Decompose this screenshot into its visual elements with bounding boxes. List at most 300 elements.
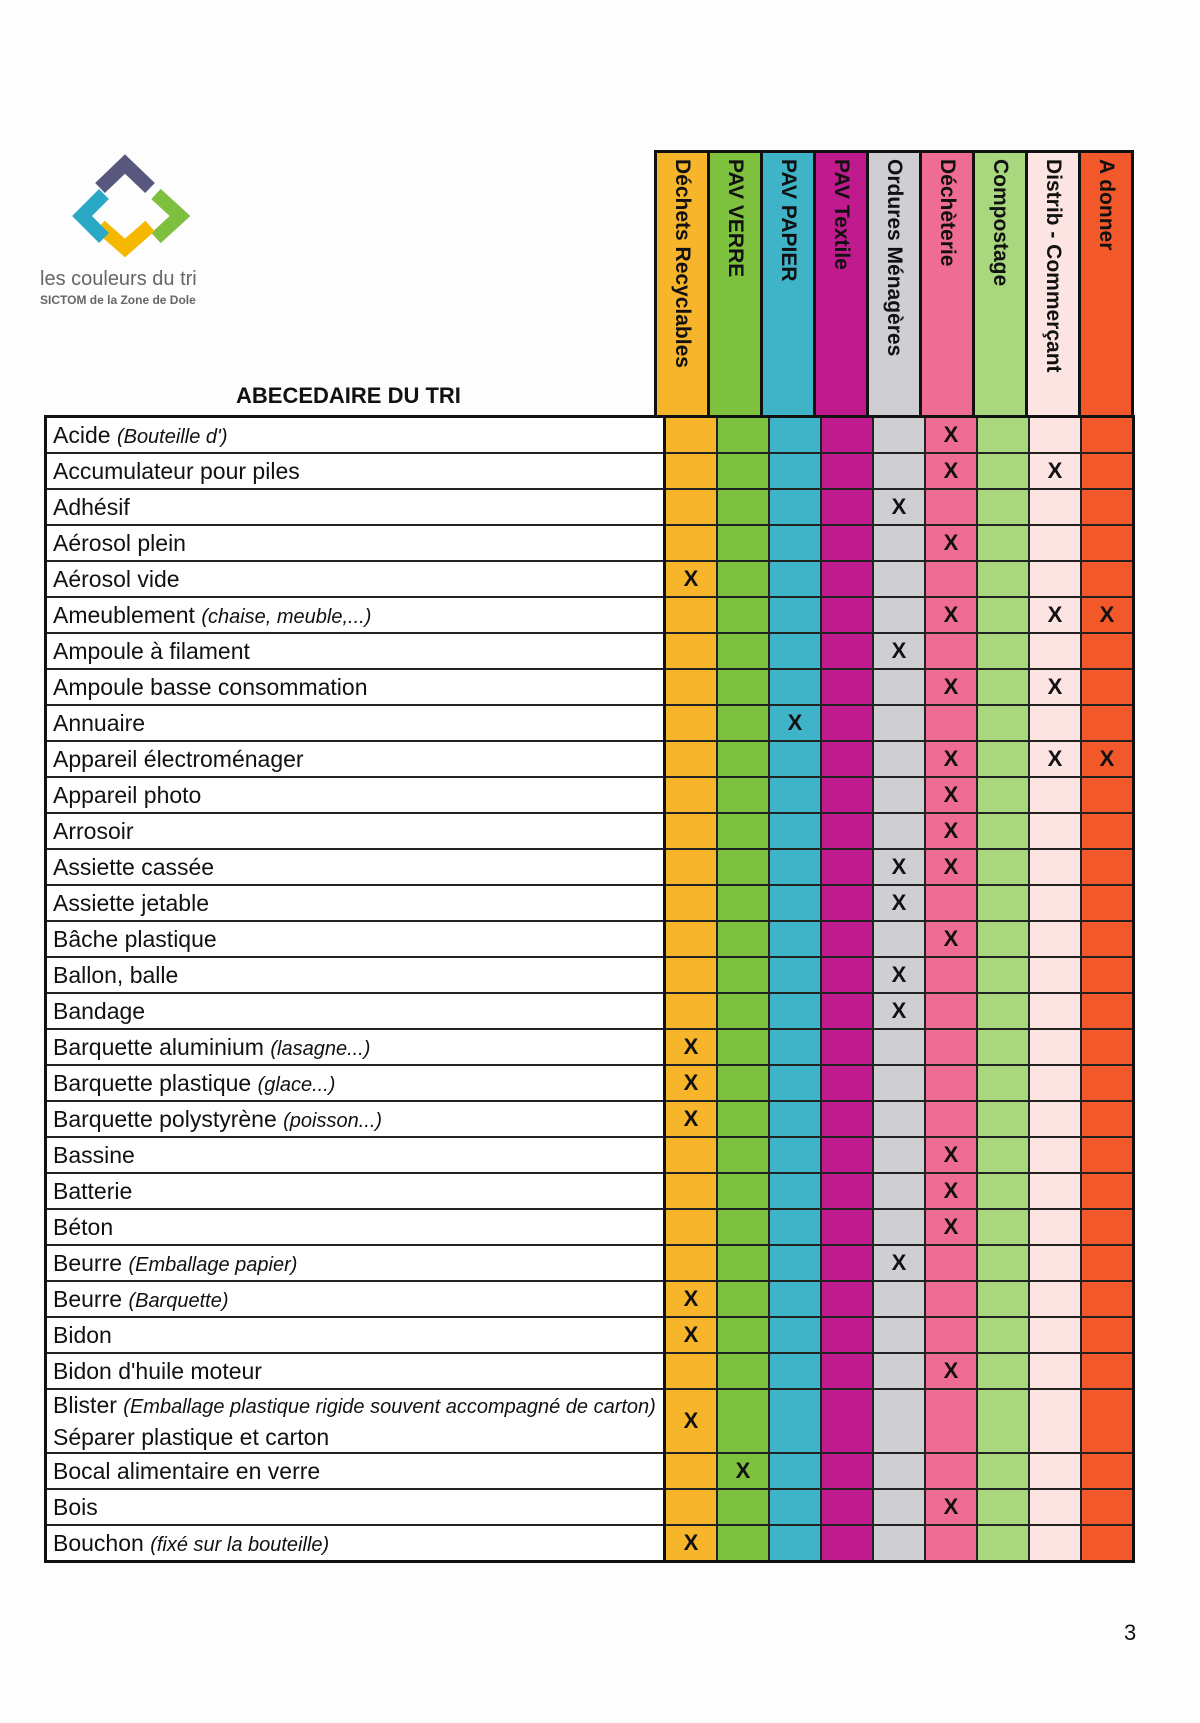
x-mark: X bbox=[1047, 458, 1063, 483]
mark-cell bbox=[769, 417, 821, 454]
mark-cell bbox=[665, 705, 718, 741]
x-mark: X bbox=[943, 1178, 959, 1203]
item-name-cell bbox=[46, 1317, 665, 1353]
x-mark: X bbox=[943, 1142, 959, 1167]
mark-cell bbox=[977, 1489, 1029, 1525]
mark-cell bbox=[717, 597, 769, 633]
mark-cell bbox=[665, 993, 718, 1029]
mark-cell bbox=[925, 885, 977, 921]
mark-cell bbox=[1029, 633, 1081, 669]
table-row bbox=[46, 849, 1134, 885]
mark-cell bbox=[665, 1173, 718, 1209]
mark-cell bbox=[977, 1317, 1029, 1353]
mark-cell bbox=[925, 957, 977, 993]
x-mark: X bbox=[1099, 746, 1115, 771]
table-row bbox=[46, 669, 1134, 705]
mark-cell bbox=[665, 849, 718, 885]
item-note: (fixé sur la bouteille) bbox=[150, 1533, 330, 1556]
mark-cell bbox=[717, 741, 769, 777]
mark-cell bbox=[769, 1065, 821, 1101]
table-row bbox=[46, 993, 1134, 1029]
mark-cell bbox=[769, 1389, 821, 1453]
table-row bbox=[46, 1209, 1134, 1245]
table-row bbox=[46, 1101, 1134, 1137]
mark-cell bbox=[925, 489, 977, 525]
item-name: Bidon bbox=[53, 1321, 112, 1348]
x-mark: X bbox=[891, 1250, 907, 1275]
item-name-cell bbox=[46, 1029, 665, 1065]
mark-cell bbox=[821, 705, 873, 741]
x-mark: X bbox=[683, 1530, 699, 1555]
mark-cell bbox=[873, 1317, 925, 1353]
mark-cell bbox=[769, 669, 821, 705]
item-name: Annuaire bbox=[53, 709, 146, 736]
item-name-cell bbox=[46, 1137, 665, 1173]
item-name: Blister bbox=[53, 1392, 117, 1418]
mark-cell bbox=[977, 453, 1029, 489]
mark-cell bbox=[717, 1489, 769, 1525]
mark-cell bbox=[977, 1065, 1029, 1101]
mark-cell bbox=[925, 1101, 977, 1137]
x-mark: X bbox=[943, 602, 959, 627]
mark-cell bbox=[821, 1101, 873, 1137]
x-mark: X bbox=[891, 890, 907, 915]
mark-cell bbox=[665, 885, 718, 921]
table-row bbox=[46, 525, 1134, 561]
mark-cell bbox=[1081, 777, 1134, 813]
mark-cell bbox=[977, 813, 1029, 849]
x-mark: X bbox=[943, 1494, 959, 1519]
mark-cell bbox=[769, 561, 821, 597]
mark-cell bbox=[977, 705, 1029, 741]
item-name-cell bbox=[46, 813, 665, 849]
mark-cell bbox=[1029, 489, 1081, 525]
mark-cell bbox=[665, 525, 718, 561]
item-name-cell bbox=[46, 849, 665, 885]
table-row bbox=[46, 597, 1134, 633]
mark-cell bbox=[873, 489, 925, 525]
mark-cell bbox=[717, 993, 769, 1029]
mark-cell bbox=[821, 1281, 873, 1317]
mark-cell bbox=[717, 633, 769, 669]
mark-cell bbox=[1081, 561, 1134, 597]
mark-cell bbox=[769, 921, 821, 957]
item-name: Accumulateur pour piles bbox=[53, 457, 300, 484]
mark-cell bbox=[769, 705, 821, 741]
mark-cell bbox=[873, 1137, 925, 1173]
mark-cell bbox=[1029, 885, 1081, 921]
mark-cell bbox=[769, 813, 821, 849]
mark-cell bbox=[769, 597, 821, 633]
mark-cell bbox=[1081, 1317, 1134, 1353]
mark-cell bbox=[925, 1317, 977, 1353]
mark-cell bbox=[821, 1065, 873, 1101]
mark-cell bbox=[977, 741, 1029, 777]
table-row bbox=[46, 1245, 1134, 1281]
mark-cell bbox=[1029, 705, 1081, 741]
mark-cell bbox=[665, 1453, 718, 1489]
table-row bbox=[46, 1029, 1134, 1065]
mark-cell bbox=[665, 1101, 718, 1137]
item-name-cell bbox=[46, 741, 665, 777]
mark-cell bbox=[821, 1209, 873, 1245]
table-row bbox=[46, 813, 1134, 849]
mark-cell bbox=[977, 525, 1029, 561]
mark-cell bbox=[769, 1317, 821, 1353]
item-name-cell bbox=[46, 1389, 665, 1453]
table-row bbox=[46, 1281, 1134, 1317]
table-row bbox=[46, 705, 1134, 741]
mark-cell bbox=[873, 993, 925, 1029]
item-name: Aérosol plein bbox=[53, 529, 186, 556]
mark-cell bbox=[873, 633, 925, 669]
mark-cell bbox=[1029, 1525, 1081, 1562]
mark-cell bbox=[1029, 597, 1081, 633]
mark-cell bbox=[1029, 921, 1081, 957]
item-name: Bâche plastique bbox=[53, 925, 217, 952]
x-mark: X bbox=[943, 422, 959, 447]
table-row bbox=[46, 489, 1134, 525]
mark-cell bbox=[873, 777, 925, 813]
mark-cell bbox=[821, 1245, 873, 1281]
mark-cell bbox=[925, 1173, 977, 1209]
mark-cell bbox=[873, 597, 925, 633]
x-mark: X bbox=[943, 530, 959, 555]
mark-cell bbox=[821, 417, 873, 454]
mark-cell bbox=[1029, 993, 1081, 1029]
mark-cell bbox=[925, 525, 977, 561]
mark-cell bbox=[1081, 1489, 1134, 1525]
item-name-cell bbox=[46, 489, 665, 525]
mark-cell bbox=[977, 1029, 1029, 1065]
table-row bbox=[46, 1065, 1134, 1101]
item-name: Acide bbox=[53, 421, 111, 448]
table-row bbox=[46, 885, 1134, 921]
column-header bbox=[972, 153, 1025, 418]
mark-cell bbox=[1081, 1453, 1134, 1489]
table-row bbox=[46, 1137, 1134, 1173]
mark-cell bbox=[821, 453, 873, 489]
mark-cell bbox=[925, 453, 977, 489]
mark-cell bbox=[821, 669, 873, 705]
mark-cell bbox=[665, 1245, 718, 1281]
mark-cell bbox=[769, 1029, 821, 1065]
mark-cell bbox=[1029, 417, 1081, 454]
brand-name: les couleurs du tri bbox=[40, 268, 197, 290]
mark-cell bbox=[925, 1353, 977, 1389]
item-note: (Bouteille d') bbox=[116, 425, 228, 448]
column-header-label: PAV VERRE bbox=[724, 159, 747, 278]
mark-cell bbox=[977, 1389, 1029, 1453]
mark-cell bbox=[925, 561, 977, 597]
item-name-cell bbox=[46, 561, 665, 597]
mark-cell bbox=[1081, 849, 1134, 885]
x-mark: X bbox=[943, 782, 959, 807]
mark-cell bbox=[821, 921, 873, 957]
mark-cell bbox=[717, 561, 769, 597]
x-mark: X bbox=[735, 1458, 751, 1483]
mark-cell bbox=[925, 669, 977, 705]
mark-cell bbox=[769, 1453, 821, 1489]
x-mark: X bbox=[1047, 602, 1063, 627]
mark-cell bbox=[717, 813, 769, 849]
mark-cell bbox=[925, 993, 977, 1029]
item-name-cell bbox=[46, 1245, 665, 1281]
item-name: Ameublement bbox=[53, 601, 195, 628]
mark-cell bbox=[717, 1245, 769, 1281]
mark-cell bbox=[769, 1209, 821, 1245]
item-name-cell bbox=[46, 1453, 665, 1489]
mark-cell bbox=[1029, 1317, 1081, 1353]
mark-cell bbox=[873, 1209, 925, 1245]
mark-cell bbox=[1081, 1209, 1134, 1245]
mark-cell bbox=[873, 957, 925, 993]
column-header bbox=[813, 153, 866, 418]
column-header bbox=[919, 153, 972, 418]
mark-cell bbox=[769, 849, 821, 885]
mark-cell bbox=[821, 957, 873, 993]
column-header-label: Ordures Ménagères bbox=[883, 159, 906, 357]
mark-cell bbox=[977, 849, 1029, 885]
x-mark: X bbox=[1047, 746, 1063, 771]
mark-cell bbox=[873, 1065, 925, 1101]
item-name-cell bbox=[46, 669, 665, 705]
mark-cell bbox=[1081, 813, 1134, 849]
item-name-cell bbox=[46, 633, 665, 669]
page-title: ABECEDAIRE DU TRI bbox=[236, 383, 461, 408]
mark-cell bbox=[977, 921, 1029, 957]
item-note: (lasagne...) bbox=[270, 1037, 371, 1060]
mark-cell bbox=[717, 921, 769, 957]
mark-cell bbox=[1081, 1281, 1134, 1317]
mark-cell bbox=[769, 1173, 821, 1209]
mark-cell bbox=[821, 561, 873, 597]
mark-cell bbox=[717, 489, 769, 525]
mark-cell bbox=[665, 1137, 718, 1173]
mark-cell bbox=[925, 1209, 977, 1245]
mark-cell bbox=[717, 1353, 769, 1389]
x-mark: X bbox=[891, 854, 907, 879]
column-headers bbox=[654, 150, 1134, 418]
mark-cell bbox=[925, 1281, 977, 1317]
mark-cell bbox=[717, 885, 769, 921]
mark-cell bbox=[821, 741, 873, 777]
mark-cell bbox=[977, 1525, 1029, 1562]
item-name-cell bbox=[46, 705, 665, 741]
x-mark: X bbox=[683, 1106, 699, 1131]
mark-cell bbox=[1029, 1453, 1081, 1489]
mark-cell bbox=[1081, 1525, 1134, 1562]
mark-cell bbox=[873, 885, 925, 921]
item-name-cell bbox=[46, 921, 665, 957]
mark-cell bbox=[821, 1029, 873, 1065]
item-name: Aérosol vide bbox=[53, 565, 180, 592]
mark-cell bbox=[821, 1389, 873, 1453]
mark-cell bbox=[1081, 417, 1134, 454]
mark-cell bbox=[769, 1101, 821, 1137]
mark-cell bbox=[873, 813, 925, 849]
item-name-cell bbox=[46, 957, 665, 993]
mark-cell bbox=[821, 993, 873, 1029]
mark-cell bbox=[769, 957, 821, 993]
table-row bbox=[46, 1173, 1134, 1209]
item-name: Assiette cassée bbox=[53, 853, 215, 880]
mark-cell bbox=[977, 957, 1029, 993]
item-name: Ampoule basse consommation bbox=[53, 673, 368, 700]
mark-cell bbox=[977, 633, 1029, 669]
x-mark: X bbox=[943, 458, 959, 483]
mark-cell bbox=[821, 489, 873, 525]
mark-cell bbox=[821, 1353, 873, 1389]
mark-cell bbox=[665, 957, 718, 993]
table-row bbox=[46, 1489, 1134, 1525]
item-name: Barquette polystyrène bbox=[53, 1105, 277, 1132]
mark-cell bbox=[821, 1453, 873, 1489]
x-mark: X bbox=[943, 854, 959, 879]
mark-cell bbox=[977, 1453, 1029, 1489]
mark-cell bbox=[925, 1525, 977, 1562]
mark-cell bbox=[1029, 741, 1081, 777]
column-header bbox=[1078, 153, 1131, 418]
x-mark: X bbox=[683, 1070, 699, 1095]
x-mark: X bbox=[1099, 602, 1115, 627]
mark-cell bbox=[717, 1029, 769, 1065]
mark-cell bbox=[821, 1317, 873, 1353]
mark-cell bbox=[717, 1281, 769, 1317]
mark-cell bbox=[977, 993, 1029, 1029]
x-mark: X bbox=[943, 1358, 959, 1383]
mark-cell bbox=[873, 1281, 925, 1317]
mark-cell bbox=[665, 1281, 718, 1317]
mark-cell bbox=[717, 705, 769, 741]
mark-cell bbox=[925, 633, 977, 669]
item-name-cell bbox=[46, 597, 665, 633]
mark-cell bbox=[1081, 669, 1134, 705]
mark-cell bbox=[821, 1489, 873, 1525]
item-name-cell bbox=[46, 1173, 665, 1209]
mark-cell bbox=[873, 1173, 925, 1209]
mark-cell bbox=[925, 741, 977, 777]
mark-cell bbox=[925, 921, 977, 957]
mark-cell bbox=[1081, 489, 1134, 525]
mark-cell bbox=[665, 1353, 718, 1389]
x-mark: X bbox=[891, 638, 907, 663]
mark-cell bbox=[873, 921, 925, 957]
mark-cell bbox=[717, 1209, 769, 1245]
item-name: Adhésif bbox=[53, 493, 130, 520]
item-name-cell bbox=[46, 1489, 665, 1525]
table-row bbox=[46, 1525, 1134, 1562]
x-mark: X bbox=[683, 1034, 699, 1059]
mark-cell bbox=[925, 777, 977, 813]
mark-cell bbox=[665, 1029, 718, 1065]
item-note: (Emballage papier) bbox=[128, 1253, 298, 1276]
item-name: Appareil photo bbox=[53, 781, 202, 808]
mark-cell bbox=[717, 1525, 769, 1562]
mark-cell bbox=[1081, 957, 1134, 993]
mark-cell bbox=[1029, 525, 1081, 561]
x-mark: X bbox=[1047, 674, 1063, 699]
mark-cell bbox=[925, 849, 977, 885]
mark-cell bbox=[821, 525, 873, 561]
mark-cell bbox=[717, 849, 769, 885]
mark-cell bbox=[665, 597, 718, 633]
mark-cell bbox=[1029, 1173, 1081, 1209]
mark-cell bbox=[873, 1029, 925, 1065]
mark-cell bbox=[1081, 633, 1134, 669]
item-name: Béton bbox=[53, 1213, 114, 1240]
mark-cell bbox=[925, 813, 977, 849]
item-name: Batterie bbox=[53, 1177, 133, 1204]
mark-cell bbox=[821, 813, 873, 849]
mark-cell bbox=[1029, 1353, 1081, 1389]
mark-cell bbox=[925, 417, 977, 454]
table-row bbox=[46, 1389, 1134, 1453]
mark-cell bbox=[665, 741, 718, 777]
mark-cell bbox=[873, 1353, 925, 1389]
mark-cell bbox=[821, 1137, 873, 1173]
mark-cell bbox=[977, 561, 1029, 597]
item-extra: Séparer plastique et carton bbox=[53, 1424, 330, 1450]
mark-cell bbox=[1081, 1101, 1134, 1137]
table-row bbox=[46, 561, 1134, 597]
x-mark: X bbox=[683, 1286, 699, 1311]
mark-cell bbox=[873, 705, 925, 741]
x-mark: X bbox=[891, 998, 907, 1023]
mark-cell bbox=[925, 1137, 977, 1173]
mark-cell bbox=[1029, 453, 1081, 489]
mark-cell bbox=[769, 1353, 821, 1389]
column-header bbox=[866, 153, 919, 418]
mark-cell bbox=[1029, 849, 1081, 885]
mark-cell bbox=[873, 561, 925, 597]
mark-cell bbox=[1081, 1029, 1134, 1065]
item-name: Arrosoir bbox=[53, 817, 134, 844]
mark-cell bbox=[821, 885, 873, 921]
mark-cell bbox=[769, 1137, 821, 1173]
mark-cell bbox=[1081, 993, 1134, 1029]
item-name: Bois bbox=[53, 1493, 98, 1520]
mark-cell bbox=[873, 417, 925, 454]
column-header-label: Déchets Recyclables bbox=[671, 159, 694, 368]
mark-cell bbox=[1029, 1029, 1081, 1065]
mark-cell bbox=[665, 489, 718, 525]
mark-cell bbox=[769, 453, 821, 489]
table-row bbox=[46, 777, 1134, 813]
mark-cell bbox=[821, 1525, 873, 1562]
mark-cell bbox=[873, 1525, 925, 1562]
x-mark: X bbox=[943, 1214, 959, 1239]
mark-cell bbox=[873, 453, 925, 489]
item-note: (poisson...) bbox=[283, 1109, 383, 1132]
mark-cell bbox=[665, 1489, 718, 1525]
x-mark: X bbox=[787, 710, 803, 735]
mark-cell bbox=[1081, 525, 1134, 561]
x-mark: X bbox=[891, 494, 907, 519]
mark-cell bbox=[1081, 1173, 1134, 1209]
sorting-table bbox=[44, 415, 1135, 1563]
mark-cell bbox=[717, 453, 769, 489]
item-name: Barquette aluminium bbox=[53, 1033, 264, 1060]
mark-cell bbox=[1029, 1137, 1081, 1173]
mark-cell bbox=[821, 777, 873, 813]
mark-cell bbox=[717, 1065, 769, 1101]
item-name-cell bbox=[46, 993, 665, 1029]
mark-cell bbox=[821, 633, 873, 669]
mark-cell bbox=[665, 1525, 718, 1562]
mark-cell bbox=[977, 1245, 1029, 1281]
item-note: (Emballage plastique rigide souvent accompagné de carton) bbox=[123, 1396, 656, 1418]
